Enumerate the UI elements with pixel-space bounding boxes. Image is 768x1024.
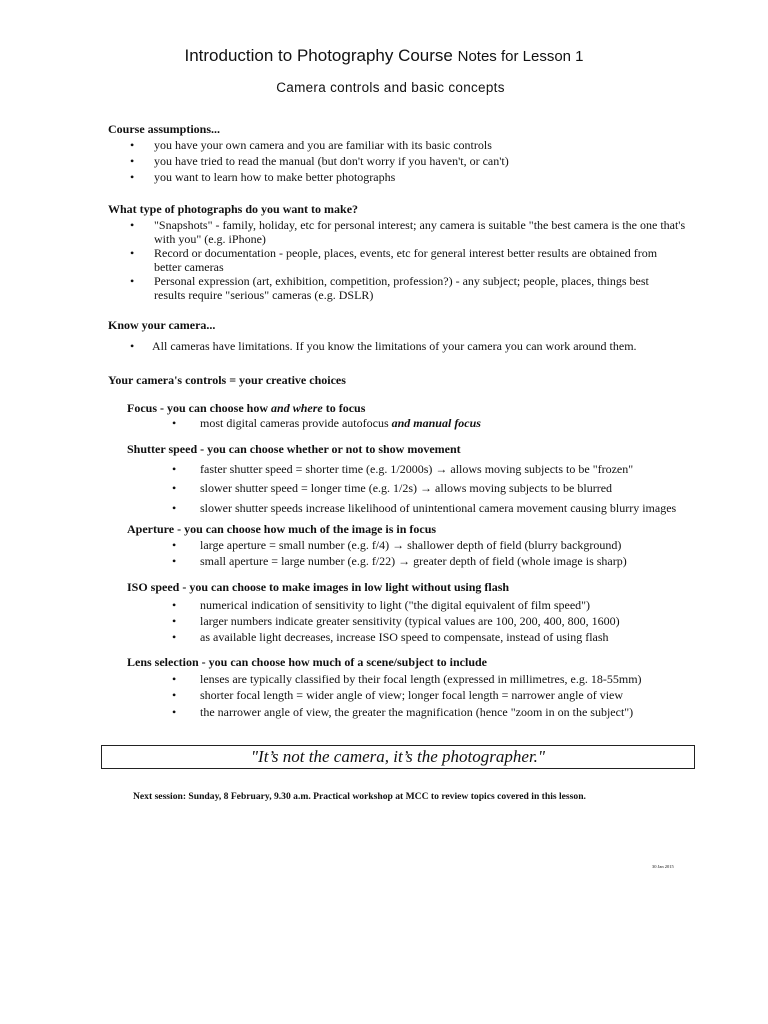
bullet-icon: • — [130, 339, 135, 353]
bullet-icon: • — [130, 274, 135, 288]
bullet-icon: • — [172, 614, 177, 628]
list-item-text: you have your own camera and you are familiar with its basic controls — [154, 138, 492, 152]
bullet-icon: • — [172, 554, 177, 568]
iso-heading: ISO speed - you can choose to make images in low light without using flash — [127, 580, 510, 594]
bullet-icon: • — [130, 170, 135, 184]
bullet-icon: • — [172, 501, 177, 515]
footer-date: 30 Jan 2015 — [652, 864, 674, 869]
bullet-icon: • — [172, 630, 177, 644]
list-item-text: slower shutter speeds increase likelihood of unintentional camera movement causing blurry images — [200, 501, 677, 515]
bullet-icon: • — [172, 672, 177, 686]
bullet-icon: • — [130, 246, 135, 260]
list-item-text: Record or documentation - people, places, events, etc for general interest better results are obtained from better cameras — [154, 246, 658, 274]
list-item-text: All cameras have limitations. If you know the limitations of your camera you can work around them. — [152, 339, 637, 353]
quote-box — [101, 745, 695, 769]
list-item-text: slower shutter speed = longer time (e.g. 1/2s) → allows moving subjects to be blurred — [200, 481, 613, 495]
focus-heading-em: and where — [271, 401, 323, 415]
focus-item-em: and manual focus — [391, 416, 481, 430]
title-course: Introduction to Photography Course — [184, 46, 453, 65]
bullet-icon: • — [130, 154, 135, 168]
list-item-text — [200, 416, 740, 430]
know-heading: Know your camera... — [108, 318, 216, 332]
bullet-icon: • — [172, 705, 177, 719]
focus-item-text: most digital cameras provide autofocus — [200, 416, 392, 430]
title-lesson: Notes for Lesson 1 — [457, 48, 584, 65]
list-item-text: faster shutter speed = shorter time (e.g. 1/2000s) → allows moving subjects to be "frozen" — [200, 462, 634, 476]
lens-heading: Lens selection - you can choose how much of a scene/subject to include — [127, 655, 487, 669]
list-item-text: lenses are typically classified by their focal length (expressed in millimetres, e.g. 18-55mm) — [200, 672, 642, 686]
list-item-text: "Snapshots" - family, holiday, etc for personal interest; any camera is suitable "the best camera is the one that's with you" (e.g. iPhone) — [154, 218, 686, 246]
aperture-heading: Aperture - you can choose how much of the image is in focus — [127, 522, 437, 536]
types-heading: What type of photographs do you want to make? — [108, 202, 359, 216]
list-item-text: Personal expression (art, exhibition, competition, profession?) - any subject; people, places, things best results require "serious" cameras (e.g. DSLR) — [154, 274, 649, 302]
shutter-heading: Shutter speed - you can choose whether or not to show movement — [127, 442, 461, 456]
focus-heading — [127, 401, 365, 415]
list-item-text: small aperture = large number (e.g. f/22) → greater depth of field (whole image is sharp) — [200, 554, 627, 568]
bullet-icon: • — [172, 416, 177, 430]
list-item-text: shorter focal length = wider angle of view; longer focal length = narrower angle of view — [200, 688, 624, 702]
controls-heading: Your camera's controls = your creative choices — [108, 373, 346, 387]
page-subtitle: Camera controls and basic concepts — [276, 80, 505, 95]
bullet-icon: • — [172, 481, 177, 495]
bullet-icon: • — [172, 598, 177, 612]
list-item-text: as available light decreases, increase ISO speed to compensate, instead of using flash — [200, 630, 609, 644]
quote-text: "It’s not the camera, it’s the photographer." — [250, 747, 546, 766]
bullet-icon: • — [172, 688, 177, 702]
page-title — [0, 46, 768, 66]
focus-heading-pre: Focus - you can choose how — [127, 401, 272, 415]
bullet-icon: • — [172, 462, 177, 476]
assumptions-heading: Course assumptions... — [108, 122, 221, 136]
bullet-icon: • — [172, 538, 177, 552]
list-item-text: large aperture = small number (e.g. f/4) → shallower depth of field (blurry background) — [200, 538, 622, 552]
list-item-text: you have tried to read the manual (but don't worry if you haven't, or can't) — [154, 154, 509, 168]
list-item-text: the narrower angle of view, the greater the magnification (hence "zoom in on the subject") — [200, 705, 634, 719]
focus-heading-post: to focus — [322, 401, 366, 415]
list-item-text: larger numbers indicate greater sensitivity (typical values are 100, 200, 400, 800, 1600) — [200, 614, 620, 628]
bullet-icon: • — [130, 218, 135, 232]
list-item-text: numerical indication of sensitivity to light ("the digital equivalent of film speed") — [200, 598, 591, 612]
next-session-note: Next session: Sunday, 8 February, 9.30 a.m. Practical workshop at MCC to review topics covered in this lesson. — [133, 791, 586, 802]
list-item-text: you want to learn how to make better photographs — [154, 170, 396, 184]
bullet-icon: • — [130, 138, 135, 152]
